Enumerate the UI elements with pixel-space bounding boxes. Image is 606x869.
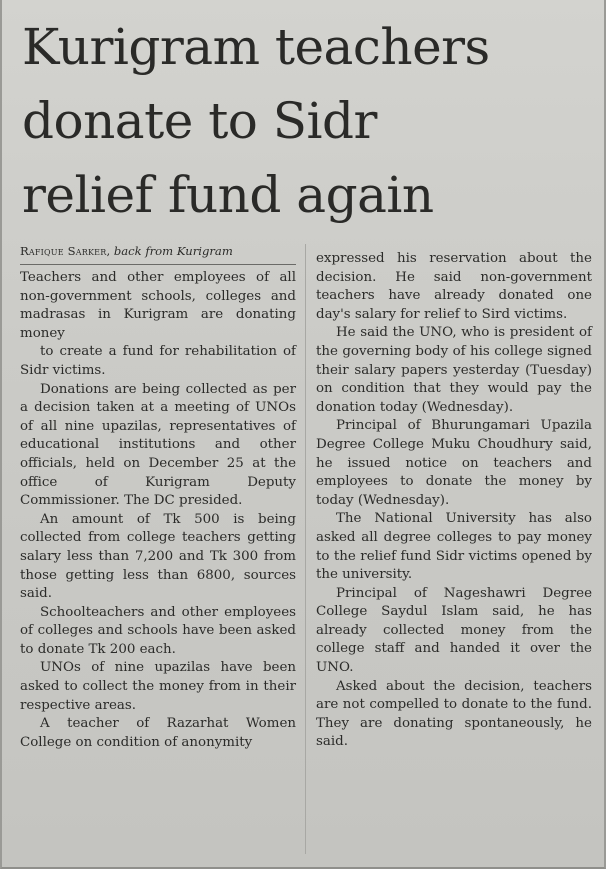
article-column-right (316, 250, 592, 752)
headline-line: Kurigram teachers (22, 18, 490, 76)
article-paragraph: A teacher of Razarhat Women College on condition of anonymity (20, 716, 296, 750)
byline: Rafique Sarker, back from Kurigram (20, 242, 296, 265)
article-paragraph: Donations are being collected as per a decision taken at a meeting of UNOs of all nine upazilas, representatives of educational institutions and other officials, held on December 25 at the office of Kurigram Deputy Commissioner. The DC presided. (20, 381, 296, 509)
article-paragraph: Schoolteachers and other employees of colleges and schools have been asked to donate Tk 200 each. (20, 604, 296, 657)
article-paragraph: Principal of Bhurungamari Upazila Degree College Muku Choudhury said, he issued notice on teachers and employees to donate the money by today (Wednesday). (316, 418, 592, 508)
byline-location: back from Kurigram (113, 244, 233, 258)
article-paragraph: Asked about the decision, teachers are not compelled to donate to the fund. They are donating spontaneously, he said. (316, 678, 592, 750)
column-divider (305, 244, 306, 854)
headline (22, 10, 600, 232)
article-column-left (20, 242, 296, 752)
byline-author: Rafique Sarker (20, 244, 107, 258)
article-paragraph: The National University has also asked all degree colleges to pay money to the relief fund Sidr victims opened by the university. (316, 511, 592, 583)
article-paragraph: expressed his reservation about the decision. He said non-government teachers have already donated one day's salary for relief to Sird victims. (316, 251, 592, 322)
article-paragraph: UNOs of nine upazilas have been asked to collect the money from in their respective areas. (20, 660, 296, 713)
article-paragraph: An amount of Tk 500 is being collected from college teachers getting salary less than 7,200 and Tk 300 from those getting less than 6800, sources said. (20, 511, 296, 602)
article-paragraph: Teachers and other employees of all non-government schools, colleges and madrasas in Kurigram are donating money (20, 270, 296, 341)
headline-line: relief fund again (22, 166, 434, 224)
headline-line: donate to Sidr (22, 92, 377, 150)
article-paragraph: He said the UNO, who is president of the governing body of his college signed their salary papers yesterday (Tuesday) on condition that they would pay the donation today (Wednesday). (316, 325, 592, 415)
article-paragraph: to create a fund for rehabilitation of Sidr victims. (20, 344, 296, 378)
article-paragraph: Principal of Nageshawri Degree College Saydul Islam said, he has already collected money from the college staff and handed it over the UNO. (316, 585, 592, 676)
